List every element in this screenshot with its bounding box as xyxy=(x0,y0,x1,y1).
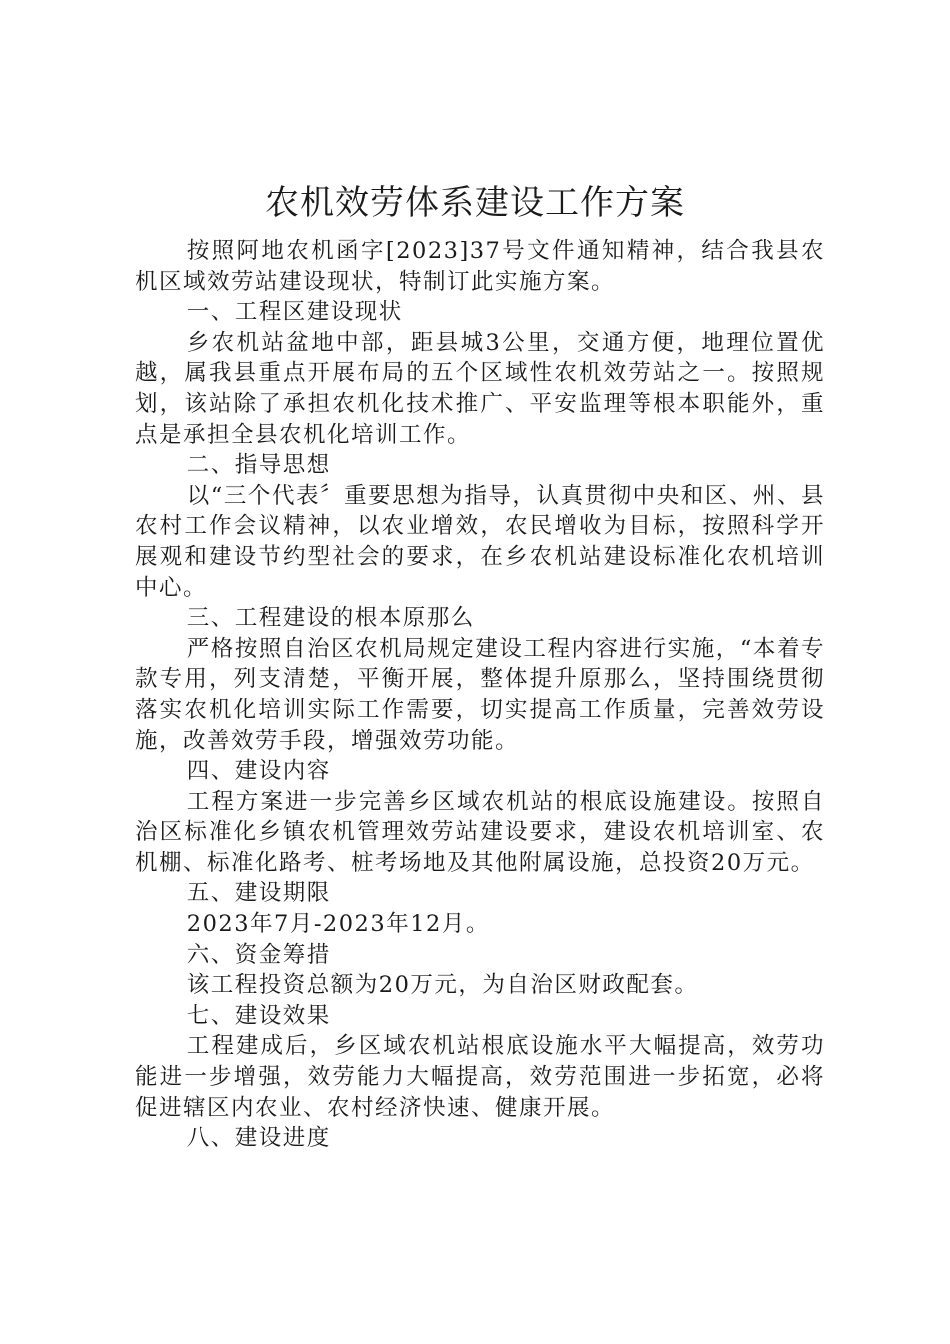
section-heading-3: 三、工程建设的根本原那么 xyxy=(186,605,475,632)
section-heading-8: 八、建设进度 xyxy=(186,1125,331,1152)
section-heading-4: 四、建设内容 xyxy=(186,758,331,785)
section-paragraph-2: 以“三个代表〞重要思想为指导，认真贯彻中央和区、州、县农村工作会议精神，以农业增效，农民增收为目标，按照科学开展观和建设节约型社会的要求，在乡农机站建设标准化农机培训中心。 xyxy=(135,482,825,601)
section-paragraph-1: 乡农机站盆地中部，距县城3公里，交通方便，地理位置优越，属我县重点开展布局的五个区域性农机效劳站之一。按照规划，该站除了承担农机化技术推广、平安监理等根本职能外，重点是承担全县农机化培训工作。 xyxy=(135,329,825,448)
section-heading-1: 一、工程区建设现状 xyxy=(186,299,403,326)
intro-paragraph: 按照阿地农机函字[2023]37号文件通知精神，结合我县农机区域效劳站建设现状，特制订此实施方案。 xyxy=(135,238,825,295)
section-paragraph-4: 工程方案进一步完善乡区域农机站的根底设施建设。按照自治区标准化乡镇农机管理效劳站建设要求，建设农机培训室、农机棚、标准化路考、桩考场地及其他附属设施，总投资20万元。 xyxy=(135,788,825,876)
section-heading-7: 七、建设效果 xyxy=(186,1002,331,1029)
section-paragraph-7: 工程建成后，乡区域农机站根底设施水平大幅提高，效劳功能进一步增强，效劳能力大幅提高，效劳范围进一步拓宽，必将促进辖区内农业、农村经济快速、健康开展。 xyxy=(135,1033,825,1121)
section-heading-5: 五、建设期限 xyxy=(186,880,331,907)
document-title: 农机效劳体系建设工作方案 xyxy=(265,183,685,223)
section-heading-2: 二、指导思想 xyxy=(186,452,331,479)
document-body xyxy=(135,236,825,1154)
section-paragraph-5: 2023年7月-2023年12月。 xyxy=(186,911,490,938)
section-heading-6: 六、资金筹措 xyxy=(186,941,331,968)
section-paragraph-6: 该工程投资总额为20万元，为自治区财政配套。 xyxy=(186,972,699,999)
section-paragraph-3: 严格按照自治区农机局规定建设工程内容进行实施，“本着专款专用，列支清楚，平衡开展，整体提升原那么，坚持围绕贯彻落实农机化培训实际工作需要，切实提高工作质量，完善效劳设施，改善效劳手段，增强效劳功能。 xyxy=(135,635,825,754)
